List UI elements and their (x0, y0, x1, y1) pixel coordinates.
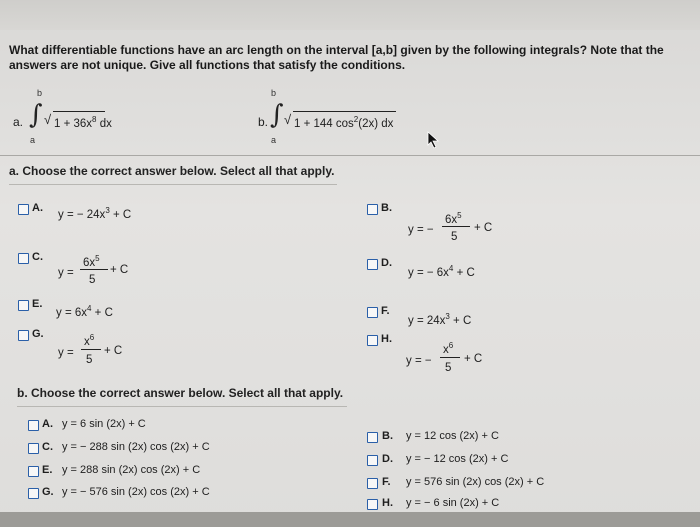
option-prefix: y = − (408, 224, 434, 236)
question-line-2: answers are not unique. Give all functions that satisfy the conditions. (9, 58, 406, 72)
part-b-prompt: b. Choose the correct answer below. Select all that apply. (17, 386, 344, 400)
bottom-bezel (0, 512, 700, 527)
fraction-bar (440, 357, 460, 358)
option-letter: G. (42, 486, 54, 498)
radical-icon: √ (44, 112, 52, 127)
option-text: y = − $24x^3 + C$ (58, 206, 132, 221)
checkbox[interactable] (367, 432, 378, 443)
fraction-numerator: $x^6$ (443, 341, 454, 356)
fraction-denominator: 5 (451, 231, 458, 243)
option-letter: B. (381, 202, 392, 214)
fraction-bar (80, 269, 108, 270)
integral-b-lower: a (271, 135, 277, 145)
integral-sign-icon: ∫ (270, 100, 284, 130)
divider (9, 184, 337, 185)
fraction-denominator: 5 (86, 354, 93, 366)
integral-a-radicand: $1 + 36x^8$ dx (54, 115, 112, 130)
option-letter: E. (42, 464, 53, 476)
checkbox[interactable] (18, 204, 29, 215)
integral-a-label: a. (13, 115, 24, 129)
option-text: $y = 24x^3 + C$ (408, 312, 472, 327)
checkbox[interactable] (18, 330, 29, 341)
option-letter: D. (381, 257, 392, 269)
option-text: y = − 576 sin (2x) cos (2x) + C (62, 486, 210, 498)
mouse-pointer-icon (427, 131, 441, 149)
integral-a-lower: a (30, 135, 36, 145)
integral-b-label: b. (258, 115, 269, 129)
integral-b-radicand: 1 + 144 $\cos^2(2x)$ dx (294, 115, 394, 130)
option-text: y = 576 sin (2x) cos (2x) + C (406, 476, 545, 488)
checkbox[interactable] (367, 499, 378, 510)
fraction-bar (442, 226, 470, 227)
option-text: y = 6 sin (2x) + C (62, 418, 146, 430)
radical-overline (293, 111, 396, 112)
option-letter: H. (381, 333, 392, 345)
option-tail: + C (464, 353, 483, 365)
checkbox[interactable] (367, 204, 378, 215)
checkbox[interactable] (28, 488, 39, 499)
option-text: y = − $6x^4 + C$ (408, 264, 475, 279)
integral-b-upper: b (271, 88, 277, 98)
option-letter: C. (42, 441, 53, 453)
checkbox[interactable] (28, 466, 39, 477)
question-line-1: What differentiable functions have an arc length on the interval [a,b] given by the following integrals? Note that the (9, 43, 664, 57)
option-tail: + C (110, 264, 129, 276)
checkbox[interactable] (367, 307, 378, 318)
checkbox[interactable] (28, 443, 39, 454)
radical-icon: √ (284, 112, 292, 127)
option-letter: G. (32, 328, 44, 340)
divider (17, 406, 347, 407)
fraction-numerator: $6x^5$ (83, 254, 100, 269)
integral-sign-icon: ∫ (29, 100, 43, 130)
option-text: $y = 6x^4 + C$ (56, 304, 113, 319)
option-text: y = 288 sin (2x) cos (2x) + C (62, 464, 201, 476)
option-letter: F. (381, 305, 390, 317)
checkbox[interactable] (367, 335, 378, 346)
option-text: y = − 12 cos (2x) + C (406, 453, 509, 465)
option-tail: + C (474, 222, 493, 234)
option-text: y = − 288 sin (2x) cos (2x) + C (62, 441, 210, 453)
option-letter: A. (32, 202, 43, 214)
option-text: y = − 6 sin (2x) + C (406, 497, 500, 509)
checkbox[interactable] (28, 420, 39, 431)
option-text: y = 12 cos (2x) + C (406, 430, 499, 442)
top-bezel (0, 0, 700, 30)
option-letter: F. (382, 476, 391, 488)
option-tail: + C (104, 345, 123, 357)
fraction-denominator: 5 (445, 362, 452, 374)
checkbox[interactable] (367, 455, 378, 466)
option-letter: C. (32, 251, 43, 263)
option-letter: E. (32, 298, 43, 310)
option-letter: A. (42, 418, 53, 430)
divider (0, 155, 700, 156)
fraction-numerator: $6x^5$ (445, 211, 462, 226)
option-prefix: y = − (406, 355, 432, 367)
checkbox[interactable] (367, 478, 378, 489)
fraction-bar (81, 349, 101, 350)
part-a-prompt: a. Choose the correct answer below. Select all that apply. (9, 164, 335, 178)
option-letter: B. (382, 430, 393, 442)
checkbox[interactable] (367, 259, 378, 270)
option-prefix: y = (58, 347, 74, 359)
option-letter: D. (382, 453, 393, 465)
checkbox[interactable] (18, 253, 29, 264)
fraction-numerator: $x^6$ (84, 333, 95, 348)
option-letter: H. (382, 497, 393, 509)
fraction-denominator: 5 (89, 274, 96, 286)
option-prefix: y = (58, 267, 74, 279)
checkbox[interactable] (18, 300, 29, 311)
radical-overline (53, 111, 105, 112)
integral-a-upper: b (37, 88, 43, 98)
